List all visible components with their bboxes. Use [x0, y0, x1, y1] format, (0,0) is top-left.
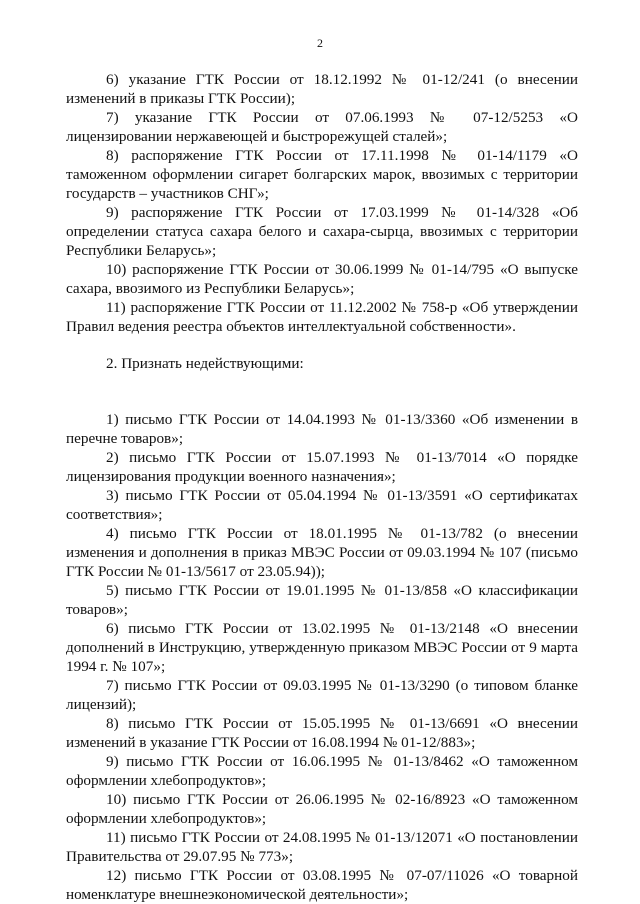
list-item-line2: лицензировании нержавеющей и быстрорежущей сталей»;: [66, 128, 448, 145]
list-item-line1: 7) указание ГТК России от 07.06.1993 № 07-12/5253 «О: [106, 109, 578, 126]
list-item-line2: лицензирования продукции военного назначения»;: [66, 468, 396, 485]
list-item: [66, 619, 578, 676]
list-item-line2: лицензий);: [66, 696, 137, 713]
list-item-line1: 9) распоряжение ГТК России от 17.03.1999 № 01-14/328 «Об: [106, 204, 578, 221]
list-item-line1: 11) распоряжение ГТК России от 11.12.2002 № 758-р «Об утверждении: [106, 299, 578, 316]
list-item: [66, 108, 578, 146]
list-item: [66, 410, 578, 448]
list-item-line2: номенклатуре внешнеэкономической деятельности»;: [66, 886, 409, 903]
list-item-line1: 1) письмо ГТК России от 14.04.1993 № 01-13/3360 «Об изменении в: [106, 411, 578, 428]
list-item-line2: таможенном оформлении сигарет болгарских марок, ввозимых с территории государств – участников СНГ»;: [66, 166, 578, 202]
page-number: 2: [317, 36, 323, 50]
list-item-line2: товаров»;: [66, 601, 128, 618]
list-item: [66, 828, 578, 866]
list-item-line1: 11) письмо ГТК России от 24.08.1995 № 01-13/12071 «О постановлении: [106, 829, 578, 846]
list-item: [66, 146, 578, 203]
list-item-line1: 8) письмо ГТК России от 15.05.1995 № 01-13/6691 «О внесении: [106, 715, 578, 732]
list-item: [66, 581, 578, 619]
list-item-line2: Правительства от 29.07.95 № 773»;: [66, 848, 294, 865]
list-item-line2: изменений в приказы ГТК России);: [66, 90, 296, 107]
list-item-line2: Правил ведения реестра объектов интеллектуальной собственности».: [66, 318, 516, 335]
list-item: [66, 752, 578, 790]
list-item-line1: 5) письмо ГТК России от 19.01.1995 № 01-13/858 «О классификации: [106, 582, 578, 599]
list-item: [66, 676, 578, 714]
list-item-line1: 2) письмо ГТК России от 15.07.1993 № 01-13/7014 «О порядке: [106, 449, 578, 466]
list-item-line1: 7) письмо ГТК России от 09.03.1995 № 01-13/3290 (о типовом бланке: [106, 677, 578, 694]
list-item-line1: 12) письмо ГТК России от 03.08.1995 № 07-07/11026 «О товарной: [106, 867, 578, 884]
list-item-line1: 10) письмо ГТК России от 26.06.1995 № 02-16/8923 «О таможенном: [106, 791, 578, 808]
list-item-line2: соответствия»;: [66, 506, 163, 523]
list-item: [66, 448, 578, 486]
list-item: [66, 203, 578, 260]
list-item: [66, 524, 578, 581]
list-item: [66, 790, 578, 828]
list-item-line1: 9) письмо ГТК России от 16.06.1995 № 01-13/8462 «О таможенном: [106, 753, 578, 770]
list-item-line2: оформлении хлебопродуктов»;: [66, 810, 267, 827]
list-item-line2: перечне товаров»;: [66, 430, 184, 447]
list-item-line1: 10) распоряжение ГТК России от 30.06.1999 № 01-14/795 «О выпуске: [106, 261, 578, 278]
list-item: [66, 714, 578, 752]
list-item-line1: 3) письмо ГТК России от 05.04.1994 № 01-13/3591 «О сертификатах: [106, 487, 578, 504]
list-item: [66, 298, 578, 336]
list-item-line1: 6) указание ГТК России от 18.12.1992 № 01-12/241 (о внесении: [106, 71, 578, 88]
list-item-line2: изменений в указание ГТК России от 16.08.1994 № 01-12/883»;: [66, 734, 476, 751]
list-item: [66, 260, 578, 298]
section-heading: 2. Признать недействующими:: [106, 355, 304, 372]
list-item: [66, 70, 578, 108]
list-item-line2: изменения и дополнения в приказ МВЭС России от 09.03.1994 № 107 (письмо ГТК России № 01-13/5617 от 23.05.94));: [66, 544, 578, 580]
list-item-line1: 8) распоряжение ГТК России от 17.11.1998 № 01-14/1179 «О: [106, 147, 578, 164]
list-item-line1: 6) письмо ГТК России от 13.02.1995 № 01-13/2148 «О внесении: [106, 620, 578, 637]
list-item-line2: определении статуса сахара белого и сахара-сырца, ввозимых с территории Республики Беларусь»;: [66, 223, 578, 259]
list-item: [66, 866, 578, 904]
list-item-line1: 4) письмо ГТК России от 18.01.1995 № 01-13/782 (о внесении: [106, 525, 578, 542]
list-item-line2: сахара, ввозимого из Республики Беларусь»;: [66, 280, 355, 297]
list-item-line2: дополнений в Инструкцию, утвержденную приказом МВЭС России от 9 марта 1994 г. № 107»;: [66, 639, 578, 675]
list-item-line2: оформлении хлебопродуктов»;: [66, 772, 267, 789]
list-item: [66, 486, 578, 524]
